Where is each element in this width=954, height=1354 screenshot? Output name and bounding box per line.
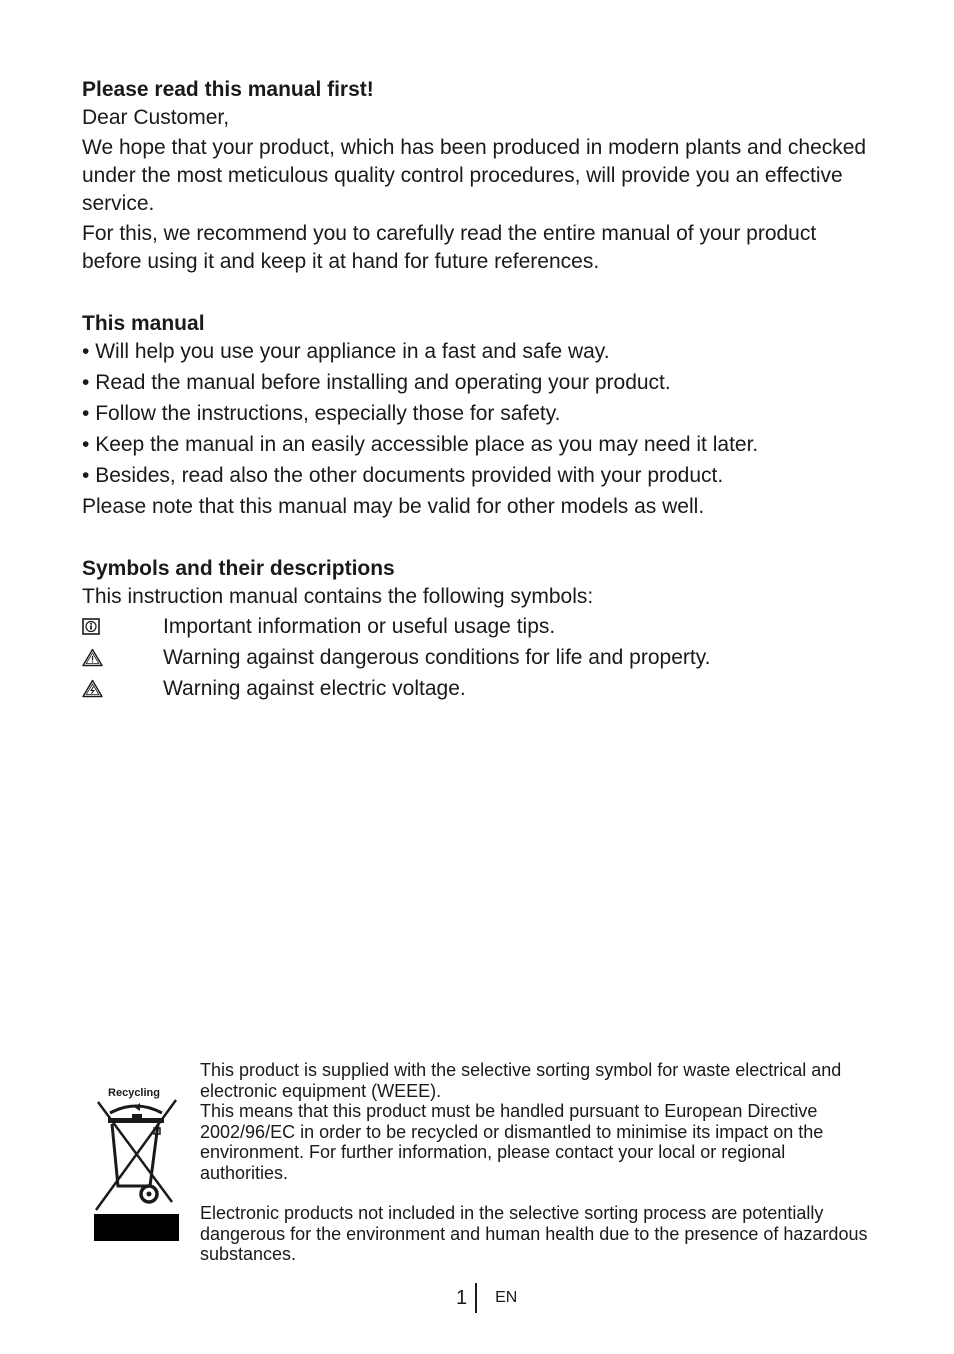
bullet-item: • Besides, read also the other documents provided with your product. (82, 462, 872, 490)
page-number: 1 (456, 1286, 468, 1309)
manual-page (82, 76, 872, 704)
intro-paragraph-2: For this, we recommend you to carefully read the entire manual of your product before using it and keep it at hand for future references. (82, 222, 817, 273)
symbol-row-electric (82, 673, 872, 704)
symbol-description: Warning against electric voltage. (163, 676, 466, 700)
weee-symbol (94, 1086, 180, 1242)
symbols-heading: Symbols and their descriptions (82, 557, 395, 580)
weee-paragraph-1: This product is supplied with the selective sorting symbol for waste electrical and electronic equipment (WEEE). (200, 1060, 842, 1101)
weee-paragraph-2: This means that this product must be handled pursuant to European Directive 2002/96/EC in order to be recycled or dismantled to minimise its impact on the environment. For further information, please contact your local or regional authorities. (200, 1101, 824, 1183)
electric-warning-icon (82, 679, 163, 698)
manual-note: Please note that this manual may be valid for other models as well. (82, 495, 705, 518)
symbols-section (82, 555, 872, 704)
manual-bullet-list (82, 338, 872, 490)
warning-triangle-icon (82, 648, 163, 667)
weee-notice (200, 1060, 870, 1265)
info-icon (82, 618, 163, 635)
footer-divider (475, 1283, 477, 1313)
symbol-description: Important information or useful usage tips. (163, 614, 556, 638)
bullet-item: • Will help you use your appliance in a fast and safe way. (82, 338, 872, 366)
intro-heading: Please read this manual first! (82, 78, 374, 101)
symbol-row-info (82, 611, 872, 642)
symbol-row-warning (82, 642, 872, 673)
greeting: Dear Customer, (82, 106, 230, 129)
language-code: EN (495, 1289, 518, 1306)
weee-paragraph-3: Electronic products not included in the selective sorting process are potentially dangerous for the environment and human health due to the presence of hazardous substances. (200, 1203, 868, 1264)
weee-black-bar (94, 1214, 179, 1241)
manual-section (82, 310, 872, 521)
bullet-item: • Keep the manual in an easily accessible place as you may need it later. (82, 431, 872, 459)
intro-paragraph-1: We hope that your product, which has been produced in modern plants and checked under the most meticulous quality control procedures, will provide you an effective service. (82, 136, 867, 215)
crossed-out-bin-icon (94, 1098, 180, 1216)
bullet-item: • Follow the instructions, especially those for safety. (82, 400, 872, 428)
recycling-label: Recycling (108, 1087, 160, 1099)
symbol-description: Warning against dangerous conditions for life and property. (163, 645, 711, 669)
manual-heading: This manual (82, 312, 205, 335)
page-footer (456, 1282, 517, 1314)
symbols-intro: This instruction manual contains the following symbols: (82, 585, 594, 608)
bullet-item: • Read the manual before installing and operating your product. (82, 369, 872, 397)
